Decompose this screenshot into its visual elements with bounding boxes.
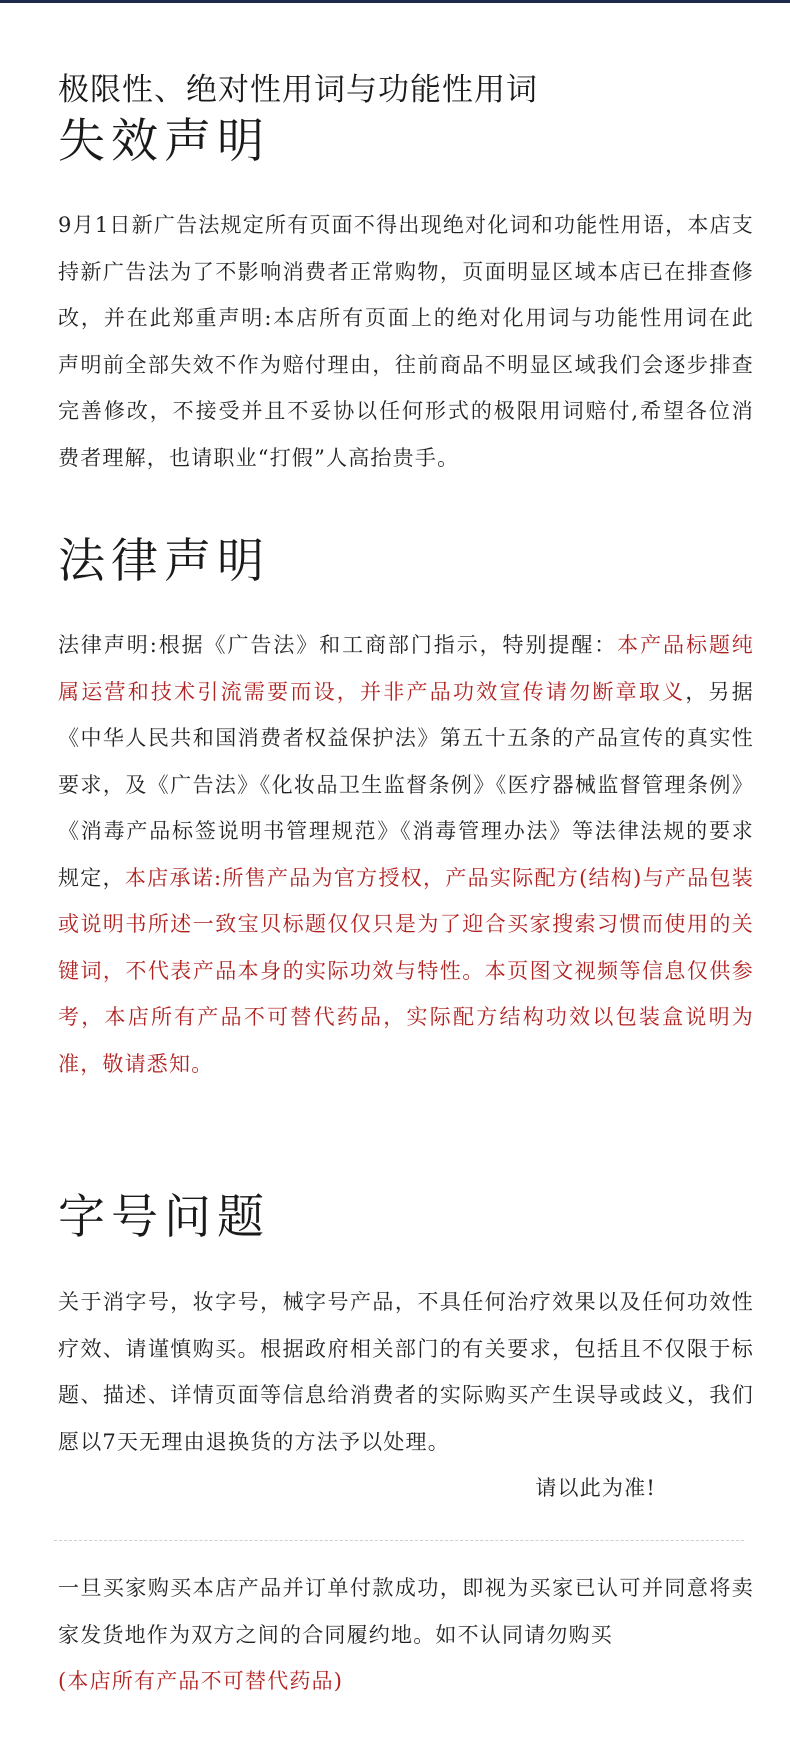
section1-subtitle: 极限性、绝对性用词与功能性用词 [58,72,538,108]
section1-body: 9月1日新广告法规定所有页面不得出现绝对化词和功能性用语，本店支持新广告法为了不影响消费者正常购物，页面明显区域本店已在排查修改，并在此郑重声明:本店所有页面上的绝对化用词与功能性用词在此声明前全部失效不作为赔付理由，往前商品不明显区域我们会逐步排查完善修改，不接受并且不妥协以任何形式的极限用词赔付,希望各位消费者理解，也请职业“打假”人高抬贵手。 [58,213,754,470]
footer-body-text: 一旦买家购买本店产品并订单付款成功，即视为买家已认可并同意将卖家发货地作为双方之间的合同履约地。如不认同请勿购买 [58,1576,754,1647]
top-accent-bar [0,0,790,3]
section2-body-part1: 法律声明:根据《广告法》和工商部门指示，特别提醒： [58,633,618,657]
section3-title: 字号问题 [58,1190,270,1245]
section3-note: 请以此为准! [535,1476,656,1500]
section3-body: 关于消字号，妆字号，械字号产品，不具任何治疗效果以及任何功效性疗效、请谨慎购买。根据政府相关部门的有关要求，包括且不仅限于标题、描述、详情页面等信息给消费者的实际购买产生误导或歧义，我们愿以7天无理由退换货的方法予以处理。 [58,1290,754,1454]
section2-body-red-part2: 本店承诺:所售产品为官方授权，产品实际配方(结构)与产品包装或说明书所述一致宝贝标题仅仅只是为了迎合买家搜索习惯而使用的关键词，不代表产品本身的实际功效与特性。本页图文视频等信息仅供参考，本店所有产品不可替代药品，实际配方结构功效以包装盒说明为准，敬请悉知。 [58,865,754,1076]
section2-body-red-part1: 本产品标题纯属运营和技术引流需要而设，并非产品功效宣传请勿断章取义 [58,633,754,704]
section1-title: 失效声明 [58,114,270,169]
section2-title: 法律声明 [58,534,270,589]
footer-divider [54,1540,744,1541]
section2-body-part3: ，另据《中华人民共和国消费者权益保护法》第五十五条的产品宣传的真实性要求，及《广告法》《化妆品卫生监督条例》《医疗器械监督管理条例》《消毒产品标签说明书管理规范》《消毒管理办法》等法律法规的要求规定， [58,679,754,890]
footer-red-note: (本店所有产品不可替代药品) [58,1669,344,1693]
footer-body [58,1565,754,1705]
section2-body [58,622,754,1087]
